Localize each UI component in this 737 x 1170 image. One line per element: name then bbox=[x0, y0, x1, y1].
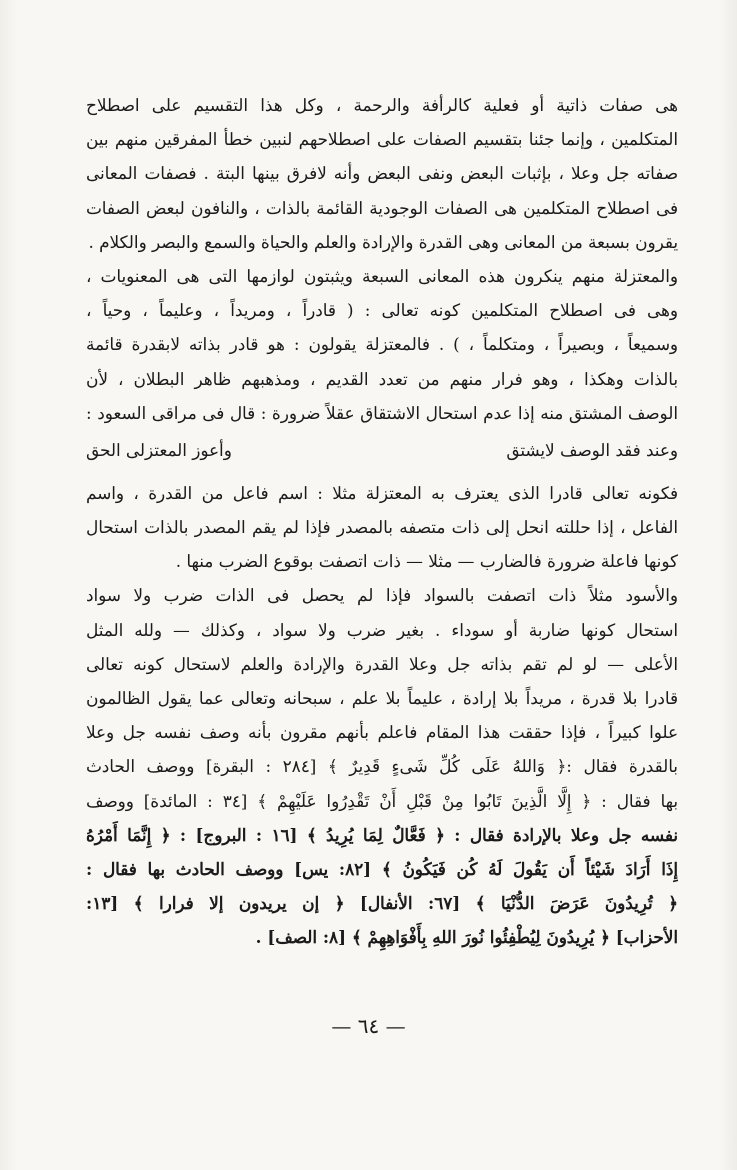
text-line: وهى فى اصطلاح المتكلمين كونه تعالى : ( قادراً ، ومريداً ، وعليماً ، وحياً ، bbox=[86, 300, 678, 321]
text-line: الأعلى — لو لم تقم بذاته جل وعلا القدرة والإرادة والعلم لاستحال كونه تعالى bbox=[86, 653, 678, 674]
text-line: الوصف المشتق منه إذا عدم استحال الاشتقاق عقلاً ضرورة : قال فى مراقى السعود : bbox=[86, 402, 678, 423]
verse-first-hemistich: وعند فقد الوصف لايشتق bbox=[506, 439, 678, 460]
text-line: كونها فاعلة ضرورة فالضارب — مثلا — ذات اتصفت بوقوع الضرب منها . bbox=[175, 551, 678, 572]
text-line: الأحزاب] ﴿ يُرِيدُونَ لِيُطْفِئُوا نُورَ اللهِ بِأَفْوَاهِهِمْ ﴾ [٨: الصف] . bbox=[255, 927, 678, 948]
text-line: فكونه تعالى قادرا الذى يعترف به المعتزلة مثلا : اسم فاعل من القدرة ، واسم bbox=[86, 482, 678, 503]
text-line: ﴿ تُرِيدُونَ عَرَضَ الدُّنْيَا ﴾ [٦٧: الأنفال] ﴿ إن يريدون إلا فرارا ﴾ [١٣: bbox=[86, 893, 678, 914]
text-line: بها فقال : ﴿ إِلَّا الَّذِينَ تَابُوا مِنْ قَبْلِ أَنْ تَقْدِرُوا عَلَيْهِمْ ﴾ [٣٤ : المائدة] ووصف bbox=[86, 790, 678, 811]
text-line: وسميعاً ، وبصيراً ، ومتكلماً ، ) . فالمعتزلة يقولون : هو قادر بذاته لابقدرة قائمة bbox=[86, 334, 678, 355]
text-line: بالذات وهكذا ، وهو فرار منهم من تعدد القديم ، ومذهبهم ظاهر البطلان ، لأن bbox=[86, 368, 678, 389]
text-line: علوا كبيراً ، فإذا حققت هذا المقام فاعلم بأنهم مقرون بأنه وصف نفسه جل وعلا bbox=[86, 722, 678, 743]
page-body bbox=[86, 88, 678, 955]
text-line: بالقدرة فقال :﴿ وَاللهُ عَلَى كُلِّ شَىءٍ قَدِيرٌ ﴾ [٢٨٤ : البقرة] ووصف الحادث bbox=[86, 756, 678, 777]
text-line: والأسود مثلاً ذات اتصفت بالسواد فإذا لم يحصل فى الذات ضرب ولا سواد bbox=[86, 585, 678, 606]
verse-second-hemistich: وأعوز المعتزلى الحق bbox=[86, 439, 232, 460]
text-line: إِذَا أَرَادَ شَيْئاً أَن يَقُولَ لَهُ كُن فَيَكُونُ ﴾ [٨٢: يس] ووصف الحادث بها فقال : bbox=[86, 858, 678, 879]
text-line: والمعتزلة منهم ينكرون هذه المعانى السبعة ويثبتون لوازمها التى هى المعنويات ، bbox=[86, 265, 678, 286]
text-line: الفاعل ، إذا حللته انحل إلى ذات متصفه بالمصدر فإذا لم يقم المصدر بالذات استحال bbox=[86, 517, 678, 538]
paragraph-2 bbox=[86, 259, 678, 430]
text-line: المتكلمين ، وإنما جئنا بتقسيم الصفات على اصطلاحهم لنبين خطأ المفرقين منهم بين bbox=[86, 129, 678, 150]
page-number: — ٦٤ — bbox=[331, 1014, 406, 1038]
text-line: نفسه جل وعلا بالإرادة فقال : ﴿ فَعَّالٌ لِمَا يُرِيدُ ﴾ [١٦ : البروج] : ﴿ إِنَّمَا أَمْرُهُ bbox=[86, 824, 678, 845]
text-line: فى اصطلاح المتكلمين هى الصفات الوجودية القائمة بالذات ، والنافون لبعض الصفات bbox=[86, 197, 678, 218]
text-line: صفاته جل وعلا ، بإثبات البعض ونفى البعض وأنه لافرق بينها البتة . فصفات المعانى bbox=[86, 163, 678, 184]
paragraph-1 bbox=[86, 88, 678, 259]
text-line: يقرون بسبعة من المعانى وهى القدرة والإرادة والعلم والحياة والسمع والبصر والكلام . bbox=[88, 231, 678, 252]
text-line: استحال كونها ضاربة أو سوداء . بغير ضرب ولا سواد ، وكذلك — ولله المثل bbox=[86, 619, 678, 640]
text-line: قادرا بلا قدرة ، مريداً بلا إرادة ، عليماً بلا علم ، سبحانه وتعالى عما يقول الظالمون bbox=[86, 688, 678, 708]
paragraph-3 bbox=[86, 476, 678, 955]
poetry-verse bbox=[86, 430, 678, 470]
text-line: هى صفات ذاتية أو فعلية كالرأفة والرحمة ، وكل هذا التقسيم على اصطلاح bbox=[86, 95, 678, 115]
